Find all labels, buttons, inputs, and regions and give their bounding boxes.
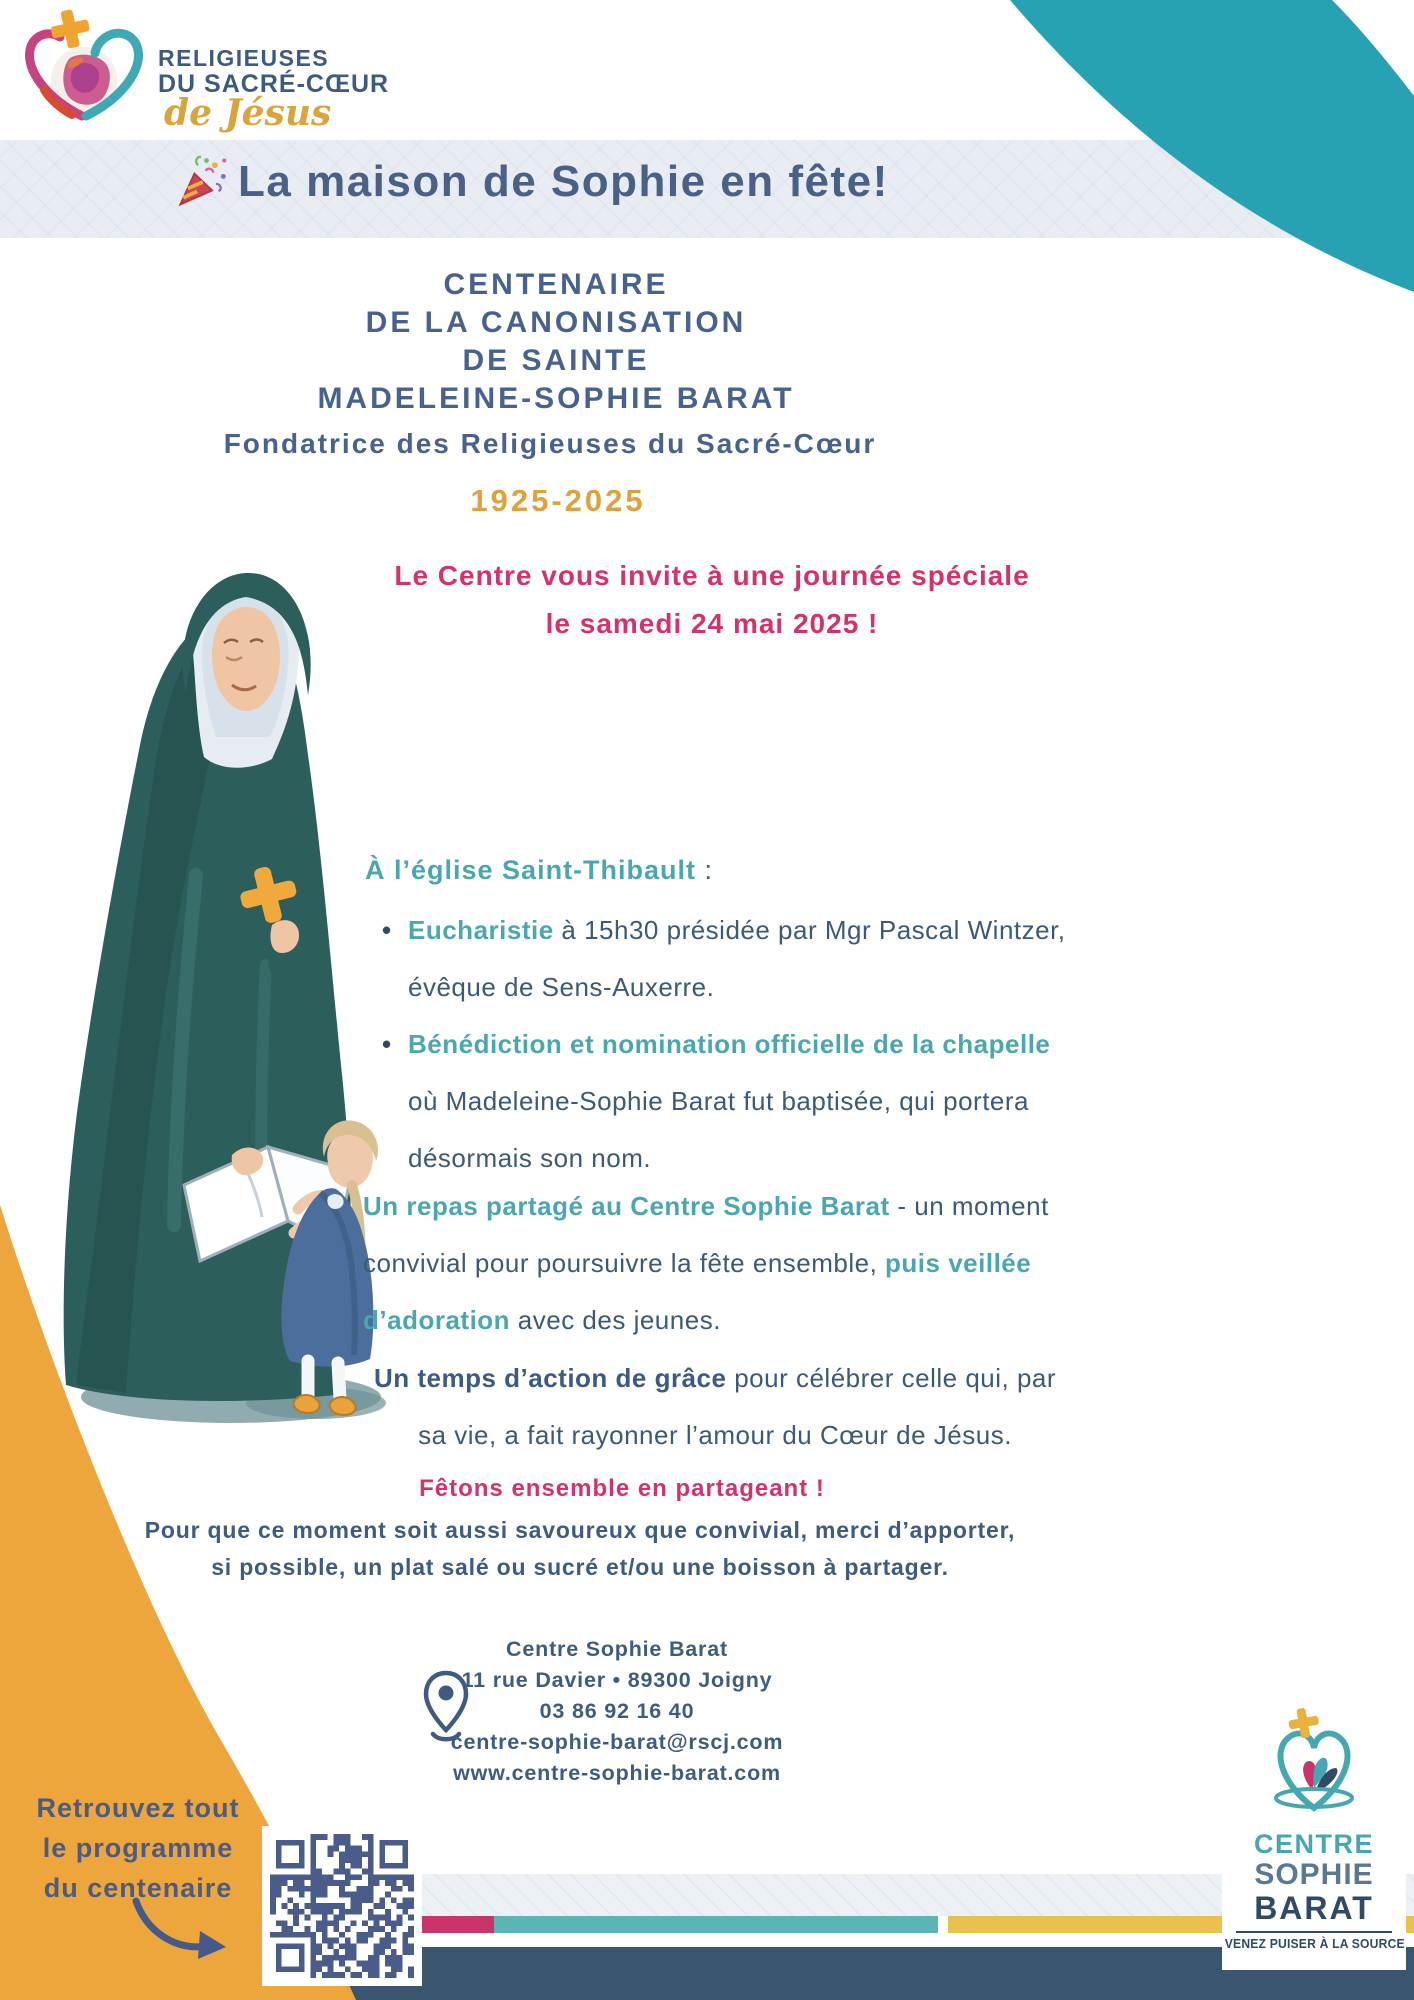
- sharing-line1: Pour que ce moment soit aussi savoureux que convivial, merci d’apporter,: [144, 1517, 1016, 1543]
- curved-arrow-icon: [128, 1893, 232, 1965]
- program-bullet-list: [382, 902, 1072, 1187]
- footer-logo-line2: SOPHIE: [1254, 1858, 1374, 1891]
- location-heading: [365, 855, 713, 886]
- centre-sophie-barat-logo: [1222, 1688, 1406, 1970]
- sacred-heart-globe-logo: [18, 6, 150, 142]
- footer-logo-divider: [1236, 1931, 1392, 1933]
- grace-rest: pour célébrer celle qui, par sa vie, a fait rayonner l’amour du Cœur de Jésus.: [418, 1363, 1057, 1450]
- qr-callout-line2: le programme: [42, 1833, 234, 1863]
- footer-logo-tagline: VENEZ PUISER À LA SOURCE: [1224, 1937, 1405, 1951]
- bullet-highlight: Eucharistie: [408, 915, 554, 945]
- org-name-line1: RELIGIEUSES: [158, 45, 330, 71]
- footer-logo-line3: BARAT: [1254, 1890, 1374, 1926]
- page-title-row: [172, 152, 889, 212]
- qr-code-pattern: [270, 1834, 414, 1978]
- contact-name: Centre Sophie Barat: [506, 1637, 728, 1661]
- bottom-stripe-teal: [494, 1916, 938, 1933]
- grace-bold: Un temps d’action de grâce: [373, 1363, 727, 1393]
- meal-text1: - un moment convivial pour poursuivre la fête ensemble,: [363, 1191, 1049, 1278]
- footer-logo-line1: CENTRE: [1253, 1829, 1374, 1859]
- org-name-line3: de Jésus: [164, 91, 332, 134]
- qr-code: [262, 1826, 422, 1986]
- invitation-line2: le samedi 24 mai 2025 !: [545, 608, 879, 639]
- location-heading-colon: :: [696, 855, 714, 885]
- teal-corner-swoosh: [992, 0, 1414, 300]
- centenaire-line: DE SAINTE: [462, 344, 650, 377]
- subtitle-fondatrice: Fondatrice des Religieuses du Sacré-Cœur: [223, 428, 877, 459]
- centenaire-line: MADELEINE-SOPHIE BARAT: [317, 382, 795, 415]
- centre-heart-logo: [1262, 1706, 1366, 1824]
- contact-phone: 03 86 92 16 40: [539, 1699, 695, 1723]
- program-bullet-eucharistie: [382, 902, 1072, 1016]
- invitation-line1: Le Centre vous invite à une journée spéciale: [394, 560, 1030, 591]
- party-popper-icon: [172, 152, 228, 212]
- qr-callout-text: [0, 1788, 276, 1908]
- years-1925-2025: 1925-2025: [470, 483, 646, 518]
- org-logo: [18, 6, 398, 146]
- location-heading-text: À l’église Saint-Thibault: [365, 855, 697, 885]
- org-name-line2: DU SACRÉ-CŒUR: [158, 69, 390, 98]
- bullet-highlight: Bénédiction et nomination officielle de la chapelle: [408, 1029, 1051, 1059]
- centenaire-line: CENTENAIRE: [443, 268, 669, 301]
- contact-address: 11 rue Davier • 89300 Joigny: [461, 1668, 773, 1692]
- meal-highlight1: Un repas partagé au Centre Sophie Barat: [363, 1191, 890, 1221]
- contact-website: www.centre-sophie-barat.com: [453, 1761, 781, 1785]
- centenaire-heading: [0, 266, 1112, 418]
- cross-icon: [48, 6, 93, 51]
- program-bullet-benediction: [382, 1016, 1072, 1187]
- sharing-line2: si possible, un plat salé ou sucré et/ou une boisson à partager.: [211, 1554, 949, 1580]
- meal-highlight2: puis veillée d’adoration: [363, 1248, 1032, 1335]
- org-logo-text: [158, 46, 389, 133]
- bullet-rest: à 15h30 présidée par Mgr Pascal Wintzer, évêque de Sens-Auxerre.: [408, 915, 1066, 1002]
- qr-callout-line1: Retrouvez tout: [36, 1793, 240, 1823]
- sharing-title: Fêtons ensemble en partageant !: [419, 1475, 825, 1502]
- contact-email: centre-sophie-barat@rscj.com: [450, 1730, 784, 1754]
- meal-text2: avec des jeunes.: [510, 1305, 721, 1335]
- qr-callout-line3: du centenaire: [43, 1873, 233, 1903]
- page-title: La maison de Sophie en fête!: [238, 157, 889, 206]
- centenaire-line: DE LA CANONISATION: [365, 306, 747, 339]
- bullet-rest: où Madeleine-Sophie Barat fut baptisée, qui portera désormais son nom.: [408, 1086, 1029, 1173]
